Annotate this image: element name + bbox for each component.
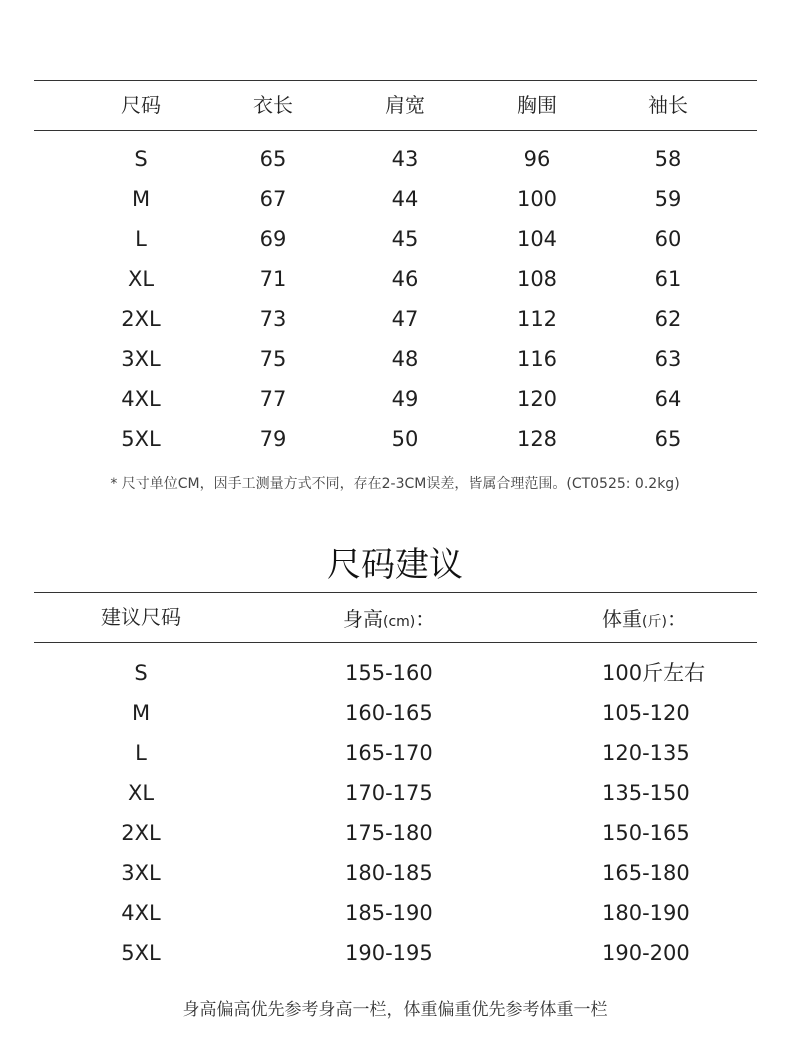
- size-cell-size: 5XL: [121, 427, 161, 451]
- suggestion-cell-weight: 150-165: [602, 821, 690, 845]
- size-cell-shoulder: 43: [391, 147, 419, 171]
- size-cell-shoulder: 47: [391, 307, 419, 331]
- size-cell-sleeve: 65: [654, 427, 682, 451]
- size-cell-sleeve: 58: [654, 147, 682, 171]
- size-cell-length: 73: [259, 307, 287, 331]
- suggestion-cell-height: 160-165: [345, 701, 433, 725]
- size-cell-size: XL: [127, 267, 155, 291]
- suggestion-cell-size: L: [135, 741, 147, 765]
- size-cell-size: 3XL: [121, 347, 161, 371]
- suggestion-cell-weight: 165-180: [602, 861, 690, 885]
- header-weight-unit: (斤): [642, 614, 667, 630]
- size-cell-length: 75: [259, 347, 287, 371]
- size-cell-chest: 128: [516, 427, 558, 451]
- suggestion-cell-size: 3XL: [121, 861, 161, 885]
- suggestion-cell-weight: 105-120: [602, 701, 690, 725]
- size-cell-chest: 100: [516, 187, 558, 211]
- suggestion-cell-weight: 120-135: [602, 741, 690, 765]
- header-height-unit: (cm): [383, 614, 416, 630]
- size-cell-chest: 116: [516, 347, 558, 371]
- header-height-label: 身高: [343, 607, 383, 631]
- suggestion-cell-size: 5XL: [121, 941, 161, 965]
- size-cell-shoulder: 44: [391, 187, 419, 211]
- size-cell-chest: 112: [516, 307, 558, 331]
- size-cell-size: 2XL: [121, 307, 161, 331]
- size-cell-length: 65: [259, 147, 287, 171]
- header-length: 衣长: [253, 93, 293, 117]
- size-cell-chest: 108: [516, 267, 558, 291]
- suggestion-cell-height: 190-195: [345, 941, 433, 965]
- size-cell-shoulder: 49: [391, 387, 419, 411]
- size-cell-chest: 96: [523, 147, 551, 171]
- suggestion-table-header-rule: [34, 642, 757, 643]
- suggestion-table-top-rule: [34, 592, 757, 593]
- footer-note: 身高偏高优先参考身高一栏，体重偏重优先参考体重一栏: [182, 1000, 608, 1020]
- size-cell-sleeve: 61: [654, 267, 682, 291]
- suggestion-cell-height: 155-160: [345, 661, 433, 685]
- measurement-note: * 尺寸单位CM，因手工测量方式不同，存在2-3CM误差，皆属合理范围。(CT0525: 0.2kg): [110, 476, 680, 492]
- suggestion-cell-size: XL: [127, 781, 155, 805]
- suggestion-cell-size: M: [131, 701, 151, 725]
- size-cell-sleeve: 64: [654, 387, 682, 411]
- suggestion-cell-weight: 180-190: [602, 901, 690, 925]
- size-cell-chest: 120: [516, 387, 558, 411]
- suggestion-cell-size: 2XL: [121, 821, 161, 845]
- suggestion-cell-height: 170-175: [345, 781, 433, 805]
- header-chest: 胸围: [517, 93, 557, 117]
- header-weight: [602, 609, 687, 629]
- suggestion-cell-height: 185-190: [345, 901, 433, 925]
- header-size: 尺码: [121, 93, 161, 117]
- suggestion-cell-height: 165-170: [345, 741, 433, 765]
- size-cell-shoulder: 50: [391, 427, 419, 451]
- header-weight-label: 体重: [602, 607, 642, 631]
- suggestion-cell-weight: 190-200: [602, 941, 690, 965]
- header-suggested-size: 建议尺码: [101, 605, 181, 629]
- size-cell-shoulder: 48: [391, 347, 419, 371]
- size-cell-sleeve: 60: [654, 227, 682, 251]
- size-cell-size: L: [135, 227, 147, 251]
- size-cell-shoulder: 45: [391, 227, 419, 251]
- header-height-colon: ：: [415, 607, 436, 631]
- size-cell-length: 71: [259, 267, 287, 291]
- suggestion-cell-weight: 100斤左右: [602, 661, 706, 685]
- suggestion-cell-height: 180-185: [345, 861, 433, 885]
- suggestion-title: 尺码建议: [327, 545, 463, 585]
- suggestion-cell-height: 175-180: [345, 821, 433, 845]
- size-cell-length: 79: [259, 427, 287, 451]
- suggestion-cell-weight: 135-150: [602, 781, 690, 805]
- header-shoulder: 肩宽: [385, 93, 425, 117]
- size-cell-size: S: [134, 147, 148, 171]
- size-table-header-rule: [34, 130, 757, 131]
- size-cell-chest: 104: [516, 227, 558, 251]
- size-table-top-rule: [34, 80, 757, 81]
- size-cell-size: M: [131, 187, 151, 211]
- size-cell-shoulder: 46: [391, 267, 419, 291]
- header-height: [343, 609, 435, 629]
- suggestion-cell-size: S: [134, 661, 148, 685]
- header-weight-colon: ：: [666, 607, 687, 631]
- header-sleeve: 袖长: [648, 93, 688, 117]
- size-cell-length: 77: [259, 387, 287, 411]
- suggestion-cell-size: 4XL: [121, 901, 161, 925]
- size-cell-length: 69: [259, 227, 287, 251]
- size-cell-length: 67: [259, 187, 287, 211]
- size-cell-size: 4XL: [121, 387, 161, 411]
- size-cell-sleeve: 62: [654, 307, 682, 331]
- size-cell-sleeve: 59: [654, 187, 682, 211]
- size-cell-sleeve: 63: [654, 347, 682, 371]
